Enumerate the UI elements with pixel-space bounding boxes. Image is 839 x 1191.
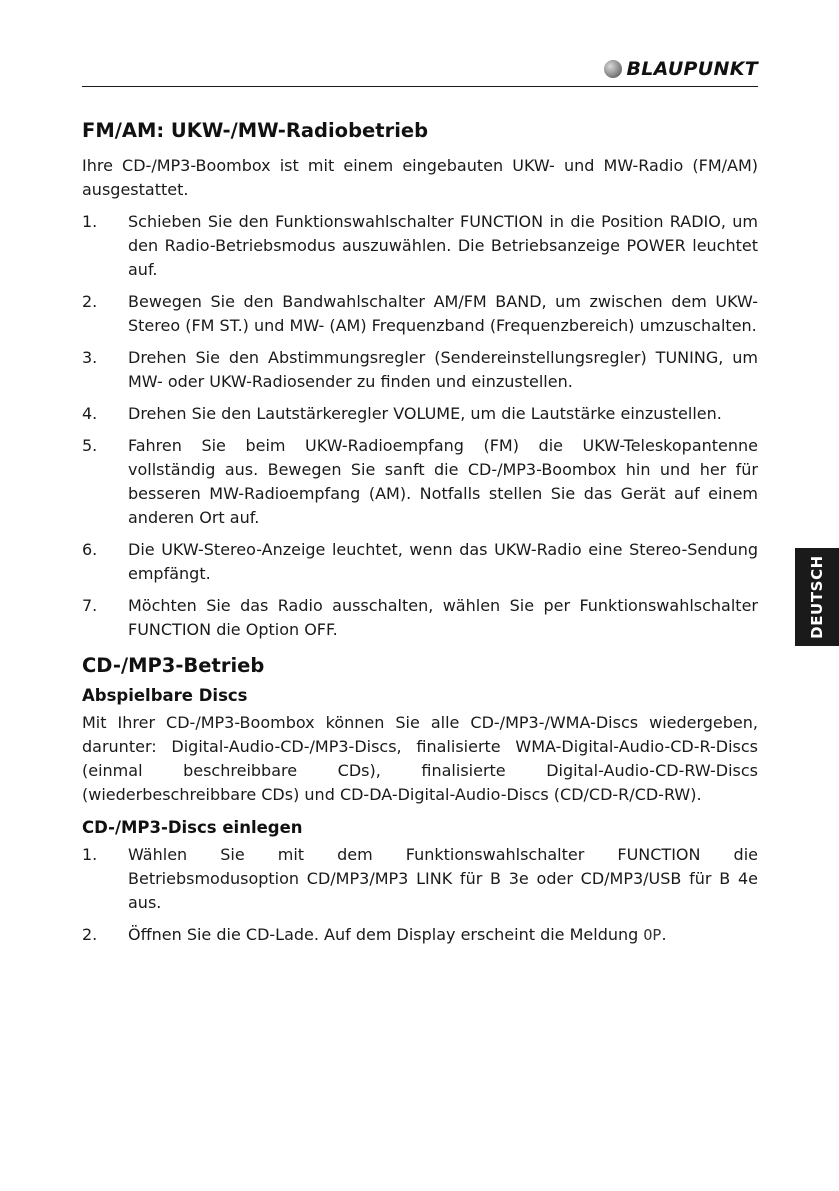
- step-number: 5.: [82, 436, 98, 455]
- step-text: Öffnen Sie die CD-Lade. Auf dem Display erscheint die Meldung: [128, 925, 639, 944]
- brand-name: BLAUPUNKT: [626, 58, 758, 80]
- step-number: 7.: [82, 596, 98, 615]
- section-title-radio: FM/AM: UKW-/MW-Radiobetrieb: [82, 119, 429, 142]
- subsection-title-discs: Abspielbare Discs: [82, 686, 248, 705]
- list-item: [82, 923, 758, 947]
- step-text-end: .: [661, 925, 667, 944]
- list-item: [82, 538, 758, 586]
- list-item: [82, 346, 758, 394]
- step-text: Drehen Sie den Abstimmungsregler (Sendereinstellungsregler) TUNING, um MW- oder UKW-Radiosender zu finden und einzustellen.: [128, 348, 758, 391]
- page-content: [82, 116, 758, 947]
- step-text: Schieben Sie den Funktionswahlschalter FUNCTION in die Position RADIO, um den Radio-Betriebsmodus auszuwählen. Die Betriebsanzeige POWER leuchtet auf.: [128, 212, 758, 279]
- logo-dot-icon: [604, 60, 622, 78]
- step-text: Wählen Sie mit dem Funktionswahlschalter FUNCTION die Betriebsmodusoption CD/MP3/MP3 LINK für B 3e oder CD/MP3/USB für B 4e aus.: [128, 845, 758, 912]
- step-text: Bewegen Sie den Bandwahlschalter AM/FM BAND, um zwischen dem UKW-Stereo (FM ST.) und MW- (AM) Frequenzband (Frequenzbereich) umzuschalten.: [128, 292, 758, 335]
- step-number: 2.: [82, 292, 98, 311]
- step-number: 2.: [82, 925, 98, 944]
- step-text: Drehen Sie den Lautstärkeregler VOLUME, um die Lautstärke einzustellen.: [128, 404, 722, 423]
- radio-steps: [82, 210, 758, 642]
- step-number: 6.: [82, 540, 98, 559]
- step-number: 1.: [82, 212, 98, 231]
- header-divider: [82, 86, 758, 87]
- discs-text: Mit Ihrer CD-/MP3-Boombox können Sie alle CD-/MP3-/WMA-Discs wiedergeben, darunter: Digital-Audio-CD-/MP3-Discs, finalisierte WMA-Digital-Audio-CD-R-Discs (einmal beschreibbare CDs), finalisierte Digital-Audio-CD-RW-Discs (wiederbeschreibbare CDs) und CD-DA-Digital-Audio-Discs (CD/CD-R/CD-RW).: [82, 713, 758, 804]
- language-tab: [795, 548, 839, 646]
- step-number: 3.: [82, 348, 98, 367]
- brand-logo: [604, 58, 758, 80]
- list-item: [82, 290, 758, 338]
- section-title-cd: CD-/MP3-Betrieb: [82, 654, 265, 677]
- step-text: Fahren Sie beim UKW-Radioempfang (FM) die UKW-Teleskopantenne vollständig aus. Bewegen Sie sanft die CD-/MP3-Boombox hin und her für besseren MW-Radioempfang (AM). Notfalls stellen Sie das Gerät auf einem anderen Ort auf.: [128, 436, 758, 527]
- display-message: OP: [643, 926, 662, 944]
- list-item: [82, 210, 758, 282]
- subsection-title-insert: CD-/MP3-Discs einlegen: [82, 818, 303, 837]
- list-item: [82, 434, 758, 530]
- step-number: 4.: [82, 404, 98, 423]
- insert-steps: [82, 843, 758, 947]
- radio-intro: Ihre CD-/MP3-Boombox ist mit einem eingebauten UKW- und MW-Radio (FM/AM) ausgestattet.: [82, 156, 758, 199]
- list-item: [82, 843, 758, 915]
- step-number: 1.: [82, 845, 98, 864]
- list-item: [82, 594, 758, 642]
- step-text: Möchten Sie das Radio ausschalten, wählen Sie per Funktionswahlschalter FUNCTION die Option OFF.: [128, 596, 758, 639]
- language-tab-label: DEUTSCH: [808, 555, 826, 639]
- page-header: [82, 56, 758, 86]
- list-item: [82, 402, 758, 426]
- step-text: Die UKW-Stereo-Anzeige leuchtet, wenn das UKW-Radio eine Stereo-Sendung empfängt.: [128, 540, 758, 583]
